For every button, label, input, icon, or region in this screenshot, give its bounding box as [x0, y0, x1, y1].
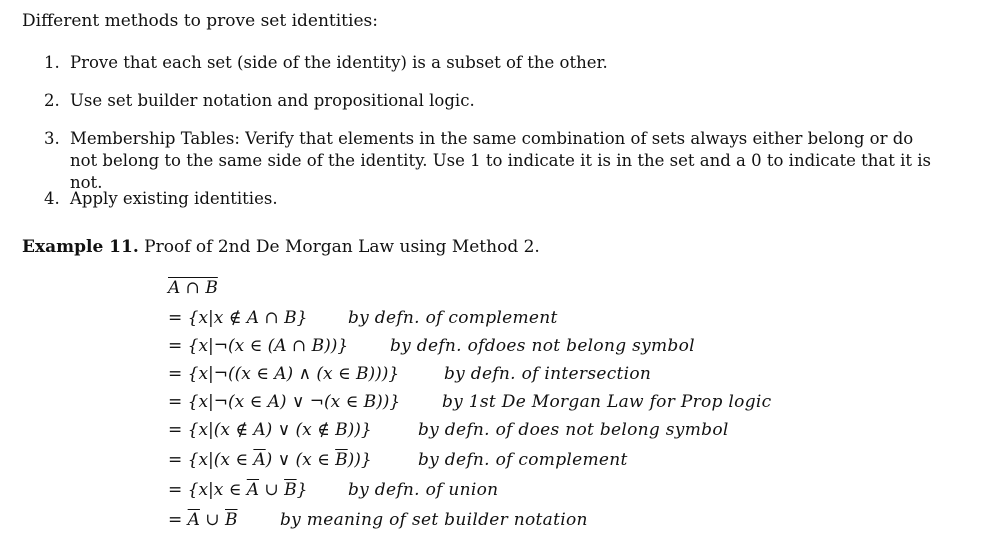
proof-step-expr: = {x|(x ∉ A) ∨ (x ∉ B))}	[168, 420, 372, 440]
proof-step-expr: = {x|(x ∈ $\overline{A}$) ∨ (x ∈ $\overline{B}$))}	[168, 450, 372, 470]
proof-step-expr: = {x|¬(x ∈ (A ∩ B))}	[168, 336, 349, 356]
example-title: Proof of 2nd De Morgan Law using Method 2.	[144, 237, 540, 257]
method-text: Membership Tables: Verify that elements in the same combination of sets always either belong or do not belong to the same side of the identity. Use 1 to indicate it is in the set and a 0 to indicate that it is not.	[70, 129, 931, 192]
example-label: Example 11.	[22, 237, 139, 257]
method-text: Apply existing identities.	[70, 189, 278, 208]
method-number: 2.	[44, 91, 60, 110]
intro-text: Different methods to prove set identities:	[22, 11, 378, 31]
proof-step-expr: = {x|x ∈ $\overline{A}$ ∪ $\overline{B}$}	[168, 480, 308, 500]
proof-start: A ∩ B	[168, 278, 218, 298]
proof-step-reason: by meaning of set builder notation	[280, 510, 588, 530]
proof-step-reason: by defn. of complement	[418, 450, 628, 470]
method-number: 3.	[44, 129, 60, 148]
method-text: Prove that each set (side of the identity) is a subset of the other.	[70, 53, 608, 72]
proof-step-expr: = {x|¬((x ∈ A) ∧ (x ∈ B)))}	[168, 364, 400, 384]
proof-step-reason: by defn. of does not belong symbol	[418, 420, 729, 440]
method-item	[44, 90, 475, 112]
method-number: 4.	[44, 189, 60, 208]
proof-step-expr: = {x|x ∉ A ∩ B}	[168, 308, 308, 328]
method-number: 1.	[44, 53, 60, 72]
proof-step-reason: by 1st De Morgan Law for Prop logic	[442, 392, 772, 412]
example-heading	[22, 237, 540, 257]
method-item	[44, 52, 608, 74]
method-item	[44, 128, 944, 194]
method-text: Use set builder notation and propositional logic.	[70, 91, 475, 110]
proof-step-reason: by defn. of union	[348, 480, 499, 500]
proof-step-reason: by defn. of complement	[348, 308, 558, 328]
method-item	[44, 188, 278, 210]
proof-step-reason: by defn. ofdoes not belong symbol	[390, 336, 695, 356]
proof-step-expr: = $\overline{A}$ ∪ $\overline{B}$	[168, 510, 238, 530]
proof-step-expr: = {x|¬(x ∈ A) ∨ ¬(x ∈ B))}	[168, 392, 401, 412]
proof-step-reason: by defn. of intersection	[444, 364, 652, 384]
